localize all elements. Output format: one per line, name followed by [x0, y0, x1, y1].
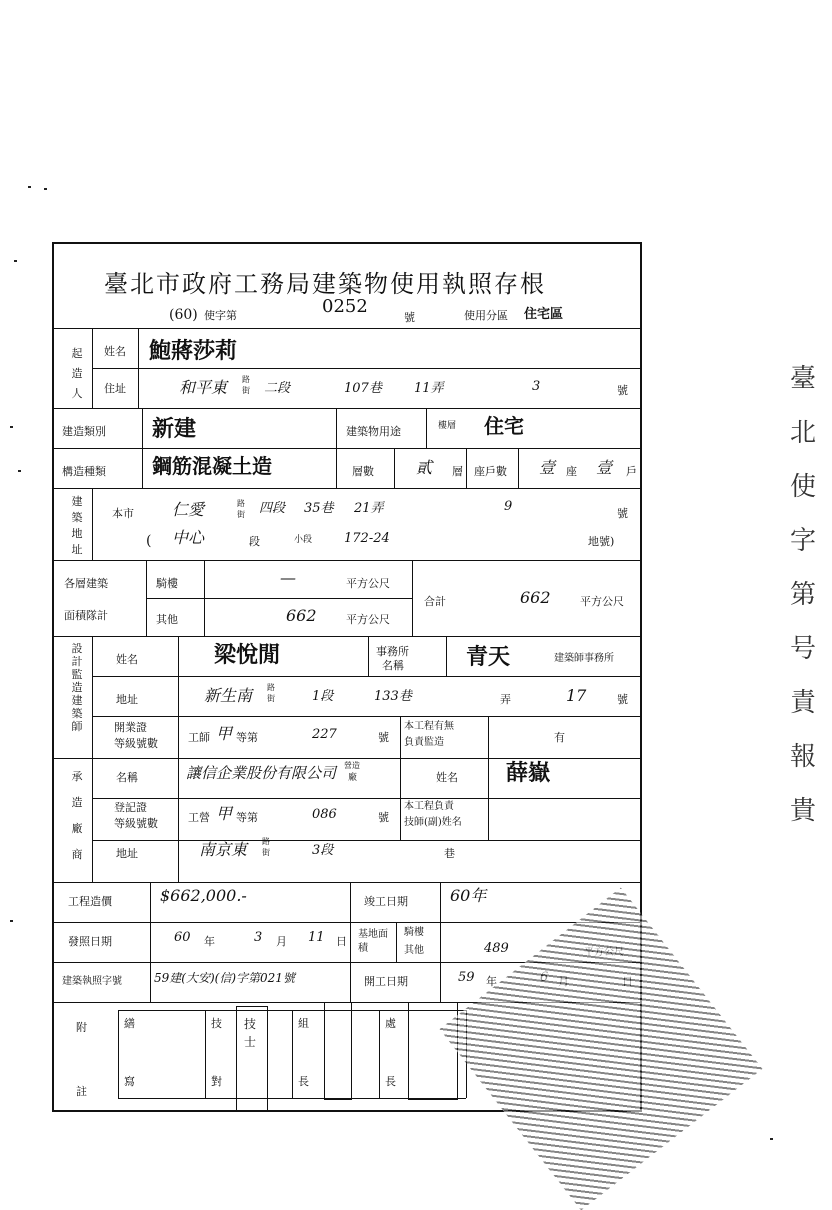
base-value: 489 [484, 941, 509, 956]
edge-text [790, 352, 820, 838]
area-row2-unit: 平方公尺 [346, 613, 390, 626]
designer-office-label-top: 事務所 [376, 645, 409, 658]
area-row1-value: — [280, 568, 296, 587]
start-year: 59 [458, 970, 475, 985]
cost-label: 工程造價 [68, 895, 112, 908]
sign-cell-1-bottom: 寫 [124, 1075, 135, 1088]
scan-speck [10, 426, 13, 428]
edge-char: 責 [790, 688, 817, 718]
edge-char: 報 [790, 742, 817, 772]
applicant-group-label: 起造人 [71, 347, 83, 400]
use-value: 住宅 [484, 414, 524, 438]
contractor-reg-prefix: 工營 [188, 811, 210, 824]
designer-addr-label: 地址 [116, 693, 138, 706]
area-label-top: 各層建築 [64, 577, 108, 590]
designer-supervise-value: 有 [554, 731, 565, 744]
start-label: 開工日期 [364, 975, 408, 988]
designer-name-value: 梁悅閒 [214, 642, 281, 668]
contractor-group-label: 承造廠商 [71, 770, 83, 861]
applicant-addr-label: 住址 [104, 382, 126, 395]
site-alley: 21弄 [354, 501, 384, 516]
site-city: 本市 [112, 507, 134, 520]
site-land-no: 172-24 [344, 531, 390, 546]
scan-speck [44, 188, 47, 190]
households-unit1: 座 [566, 465, 577, 478]
designer-reg-no: 227 [312, 727, 337, 742]
edge-char: 号 [790, 634, 817, 664]
permit-hao: 號 [404, 311, 415, 324]
area-total-label: 合計 [424, 595, 446, 608]
area-row2-label: 其他 [156, 613, 178, 626]
area-row2-value: 662 [286, 606, 317, 625]
designer-addr-section: 1段 [312, 689, 334, 704]
type-label: 建造類別 [62, 425, 106, 438]
edge-char: 臺 [790, 364, 817, 394]
designer-group-label: 設計監造建築師 [71, 642, 83, 733]
signature-box [118, 1010, 466, 1098]
floors-unit: 層 [452, 465, 463, 478]
start-nian: 年 [486, 975, 497, 988]
permit-year: (60) [169, 307, 198, 323]
site-label: 建築地址 [71, 495, 83, 556]
designer-reg-word: 等第 [236, 731, 258, 744]
edge-char: 北 [790, 418, 817, 448]
use-floors-note: 樓層 [438, 421, 457, 431]
contractor-reg-label-top: 登記證 [114, 801, 147, 814]
edge-char: 第 [790, 580, 817, 610]
site-land-duan: 段 [249, 535, 260, 548]
sign-cell-3-bottom: 長 [298, 1075, 309, 1088]
applicant-addr-no: 3 [532, 379, 541, 394]
site-road-suffix: 路街 [237, 499, 245, 519]
type-value: 新建 [152, 416, 197, 442]
issue-yue: 月 [276, 935, 287, 948]
issue-nian: 年 [204, 935, 215, 948]
households-value2: 壹 [596, 458, 613, 477]
permit-form [52, 242, 642, 1112]
scan-speck [14, 260, 17, 262]
floors-value: 貳 [416, 458, 433, 477]
seal-stamp-1-text: 技士 [243, 1017, 256, 1049]
designer-name-label: 姓名 [116, 653, 138, 666]
site-land-suffix: 地號) [588, 535, 615, 548]
area-total-unit: 平方公尺 [580, 595, 624, 608]
applicant-addr-hao: 號 [617, 384, 628, 397]
designer-supervise-label-bottom: 負責監造 [404, 737, 444, 748]
diagonal-stamp-mark [440, 888, 763, 1210]
area-row1-label: 騎樓 [156, 577, 178, 590]
sign-cell-1-top: 繕 [124, 1017, 135, 1030]
contractor-name-suffix-bottom: 廠 [348, 773, 358, 783]
contractor-addr-street: 南京東 [199, 840, 248, 859]
zone-label: 使用分區 [464, 309, 508, 322]
contractor-name-value: 讓信企業股份有限公司 [186, 764, 337, 782]
designer-reg-hao: 號 [378, 731, 389, 744]
edge-char: 字 [790, 526, 817, 556]
contractor-name-label: 名稱 [116, 771, 138, 784]
page-title: 臺北市政府工務局建築物使用執照存根 [104, 270, 546, 298]
applicant-addr-alley: 11弄 [414, 381, 444, 396]
permit-word: 使字第 [204, 309, 237, 322]
contractor-addr-road: 路街 [262, 837, 270, 857]
site-land-area: 中心 [172, 528, 205, 547]
sign-cell-2-bottom: 對 [211, 1075, 222, 1088]
applicant-addr-road: 路街 [242, 375, 250, 395]
permit-number: 0252 [322, 296, 368, 317]
contractor-reg-no: 086 [312, 807, 337, 822]
contractor-addr-lane: 巷 [444, 847, 455, 860]
seal-stamp-3 [408, 1002, 458, 1100]
designer-addr-street: 新生南 [204, 686, 253, 705]
site-section: 四段 [259, 501, 286, 516]
designer-addr-road: 路街 [267, 683, 275, 703]
designer-reg-grade: 甲 [216, 724, 233, 743]
site-hao: 號 [617, 507, 628, 520]
contractor-name-suffix-top: 營造 [344, 761, 360, 770]
site-land-prefix: ( [146, 533, 152, 549]
permit-label: 建築執照字號 [62, 976, 122, 987]
applicant-name-label: 姓名 [104, 345, 126, 358]
contractor-addr-label: 地址 [116, 847, 138, 860]
contractor-reg-hao: 號 [378, 811, 389, 824]
designer-reg-label-bottom: 等級號數 [114, 737, 158, 750]
designer-office-value: 青天 [466, 644, 511, 670]
households-value: 壹 [539, 458, 556, 477]
contractor-reg-word: 等第 [236, 811, 258, 824]
scan-speck [18, 470, 21, 472]
designer-reg-label-top: 開業證 [114, 721, 147, 734]
designer-addr-hao: 號 [617, 693, 628, 706]
designer-office-suffix: 建築師事務所 [554, 653, 614, 664]
sign-cell-4-bottom: 長 [385, 1075, 396, 1088]
scan-speck [10, 920, 13, 922]
scan-speck [770, 1138, 773, 1140]
applicant-addr-lane: 107巷 [344, 381, 382, 396]
permit-value: 59建(大安)(信)字第021號 [154, 971, 295, 985]
area-total-value: 662 [520, 588, 551, 607]
site-road: 仁愛 [172, 500, 205, 519]
fu-label: 附 [76, 1021, 87, 1034]
base-label: 基地面積 [358, 929, 388, 954]
designer-office-label-bottom: 名稱 [382, 659, 404, 672]
seal-stamp-2 [324, 1002, 352, 1100]
applicant-addr-street: 和平東 [179, 378, 228, 397]
sign-cell-2-top: 技 [211, 1017, 222, 1030]
area-row1-unit: 平方公尺 [346, 577, 390, 590]
zhu-label: 註 [76, 1085, 87, 1098]
contractor-person-value: 薛嶽 [506, 760, 551, 786]
households-unit2: 戶 [626, 465, 637, 478]
contractor-reg-grade: 甲 [216, 804, 233, 823]
floors-label: 層數 [352, 465, 374, 478]
edge-char: 使 [790, 472, 817, 502]
issue-day: 11 [308, 930, 325, 945]
seal-stamp-1 [236, 1006, 268, 1112]
contractor-tech-label-bottom: 技師(副)姓名 [404, 817, 462, 828]
issue-month: 3 [254, 930, 263, 945]
applicant-addr-section: 二段 [264, 381, 291, 396]
contractor-person-label: 姓名 [436, 771, 458, 784]
designer-addr-lane: 133巷 [374, 689, 412, 704]
applicant-name-value: 鮑蔣莎莉 [149, 338, 238, 364]
complete-label: 竣工日期 [364, 895, 408, 908]
designer-reg-prefix: 工師 [188, 731, 210, 744]
scan-speck [28, 186, 31, 188]
issue-ri: 日 [336, 935, 347, 948]
issue-label: 發照日期 [68, 935, 112, 948]
structure-label: 構造種類 [62, 465, 106, 478]
use-label: 建築物用途 [346, 425, 401, 438]
designer-addr-alley: 弄 [500, 693, 511, 706]
zone-value: 住宅區 [524, 307, 564, 322]
sign-cell-4-top: 處 [385, 1017, 396, 1030]
cost-value: $662,000.- [160, 886, 247, 905]
contractor-addr-section: 3段 [312, 843, 334, 858]
issue-year: 60 [174, 930, 191, 945]
designer-supervise-label-top: 本工程有無 [404, 721, 454, 732]
site-no: 9 [504, 499, 513, 514]
designer-addr-no: 17 [566, 686, 587, 705]
contractor-reg-label-bottom: 等級號數 [114, 817, 158, 830]
area-label-bottom: 面積隊計 [64, 609, 108, 622]
base-row1: 騎樓 [404, 927, 424, 938]
structure-value: 鋼筋混凝土造 [152, 454, 272, 478]
sign-cell-3-top: 組 [298, 1017, 309, 1030]
site-land-subsection: 小段 [294, 535, 313, 545]
households-label: 座戶數 [474, 465, 507, 478]
base-row2: 其他 [404, 945, 424, 956]
contractor-tech-label-top: 本工程負責 [404, 801, 454, 812]
site-lane: 35巷 [304, 501, 334, 516]
complete-year: 60年 [450, 886, 487, 905]
edge-char: 貴 [790, 796, 817, 826]
